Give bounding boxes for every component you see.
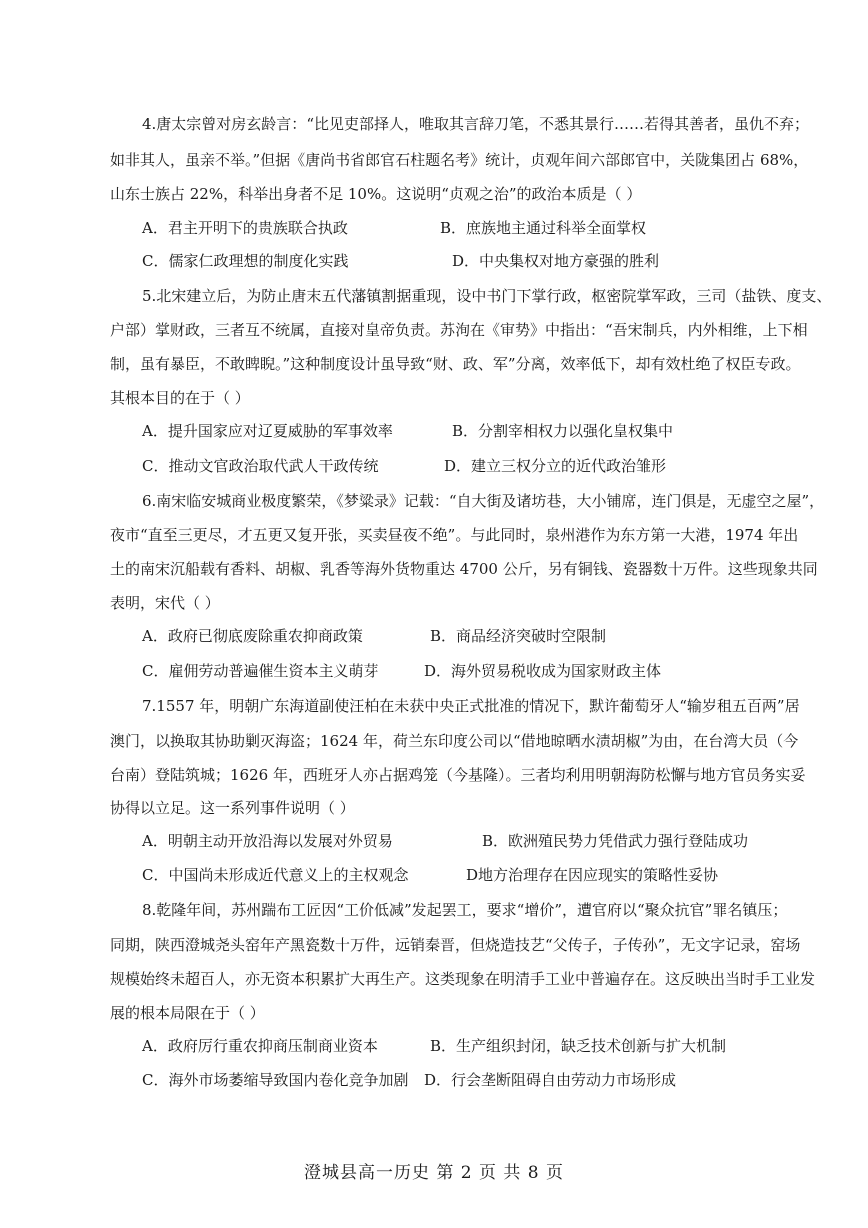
question-4-option-c: C．儒家仁政理想的制度化实践 [142,252,349,270]
question-7-stem-line: 7.1557 年，明朝广东海道副使汪柏在未获中央正式批准的情况下，默许葡萄牙人“输岁租五百两”居 [142,697,800,715]
question-7-option-a: A．明朝主动开放沿海以发展对外贸易 [142,832,393,850]
question-6-stem-line: 6.南宋临安城商业极度繁荣，《梦粱录》记载：“自大街及诸坊巷，大小铺席，连门俱是，无虚空之屋”， [142,492,825,510]
question-5-stem-line: 5.北宋建立后，为防止唐末五代藩镇割据重现，设中书门下掌行政，枢密院掌军政，三司（盐铁、度支、 [142,287,832,305]
question-5-option-a: A．提升国家应对辽夏威胁的军事效率 [142,422,393,440]
question-5-option-d: D．建立三权分立的近代政治雏形 [444,457,667,475]
question-7-option-c: C．中国尚未形成近代意义上的主权观念 [142,866,409,884]
question-4-stem-line: 如非其人，虽亲不举。”但据《唐尚书省郎官石柱题名考》统计，贞观年间六部郎官中，关陇集团占 68%， [110,151,809,169]
question-4-option-d: D．中央集权对地方豪强的胜利 [452,252,660,270]
question-4-option-b: B．庶族地主通过科举全面掌权 [440,219,647,237]
question-7-option-d: D地方治理存在因应现实的策略性妥协 [466,866,719,884]
question-5-stem-line: 其根本目的在于（ ） [110,389,250,407]
question-6-stem-line: 表明，宋代（ ） [110,594,220,612]
question-7-stem-line: 台南）登陆筑城；1626 年，西班牙人亦占据鸡笼（今基隆）。三者均利用明朝海防松懈与地方官员务实妥 [110,766,806,784]
question-6-stem-line: 夜市“直至三更尽，才五更又复开张，买卖昼夜不绝”。与此同时，泉州港作为东方第一大港，1974 年出 [110,526,799,544]
question-6-option-a: A．政府已彻底废除重农抑商政策 [142,627,363,645]
question-7-stem-line: 澳门，以换取其协助剿灭海盗；1624 年，荷兰东印度公司以“借地晾晒水渍胡椒”为由，在台湾大员（今 [110,732,799,750]
question-8-stem-line: 8.乾隆年间，苏州踹布工匠因“工价低减”发起罢工，要求“增价”，遭官府以“聚众抗官”罪名镇压； [142,901,788,919]
question-5-option-b: B．分割宰相权力以强化皇权集中 [452,422,674,440]
question-7-option-b: B．欧洲殖民势力凭借武力强行登陆成功 [482,832,749,850]
question-6-option-c: C．雇佣劳动普遍催生资本主义萌芽 [142,662,379,680]
question-6-option-d: D．海外贸易税收成为国家财政主体 [424,662,662,680]
question-5-stem-line: 户部）掌财政，三者互不统属，直接对皇帝负责。苏洵在《审势》中指出：“吾宋制兵，内外相维，上下相 [110,321,808,339]
question-4-stem-line: 山东士族占 22%，科举出身者不足 10%。这说明“贞观之治”的政治本质是（ ） [110,185,642,203]
question-8-stem-line: 规模始终未超百人，亦无资本积累扩大再生产。这类现象在明清手工业中普遍存在。这反映出当时手工业发 [110,970,816,988]
question-7-stem-line: 协得以立足。这一系列事件说明（ ） [110,799,355,817]
question-8-stem-line: 同期，陕西澄城尧头窑年产黑瓷数十万件，远销秦晋，但烧造技艺“父传子，子传孙”，无文字记录，窑场 [110,936,801,954]
question-4-option-a: A．君主开明下的贵族联合执政 [142,219,348,237]
question-8-option-c: C．海外市场萎缩导致国内卷化竞争加剧 [142,1071,409,1089]
question-8-stem-line: 展的根本局限在于（ ） [110,1004,265,1022]
question-8-option-d: D．行会垄断阻碍自由劳动力市场形成 [424,1071,677,1089]
question-4-stem-line: 4.唐太宗曾对房玄龄言：“比见吏部择人，唯取其言辞刀笔，不悉其景行……若得其善者，虽仇不弃； [142,115,809,133]
question-8-option-b: B．生产组织封闭，缺乏技术创新与扩大机制 [430,1037,727,1055]
page-footer: 澄城县高一历史 第 2 页 共 8 页 [303,1163,565,1183]
question-5-stem-line: 制，虽有暴臣，不敢睥睨。”这种制度设计虽导致“财、政、军”分离，效率低下，却有效杜绝了权臣专政。 [110,355,801,373]
question-6-stem-line: 土的南宋沉船载有香料、胡椒、乳香等海外货物重达 4700 公斤，另有铜钱、瓷器数十万件。这些现象共同 [110,560,818,578]
question-6-option-b: B．商品经济突破时空限制 [430,627,607,645]
question-5-option-c: C．推动文官政治取代武人干政传统 [142,457,379,475]
question-8-option-a: A．政府厉行重农抑商压制商业资本 [142,1037,378,1055]
